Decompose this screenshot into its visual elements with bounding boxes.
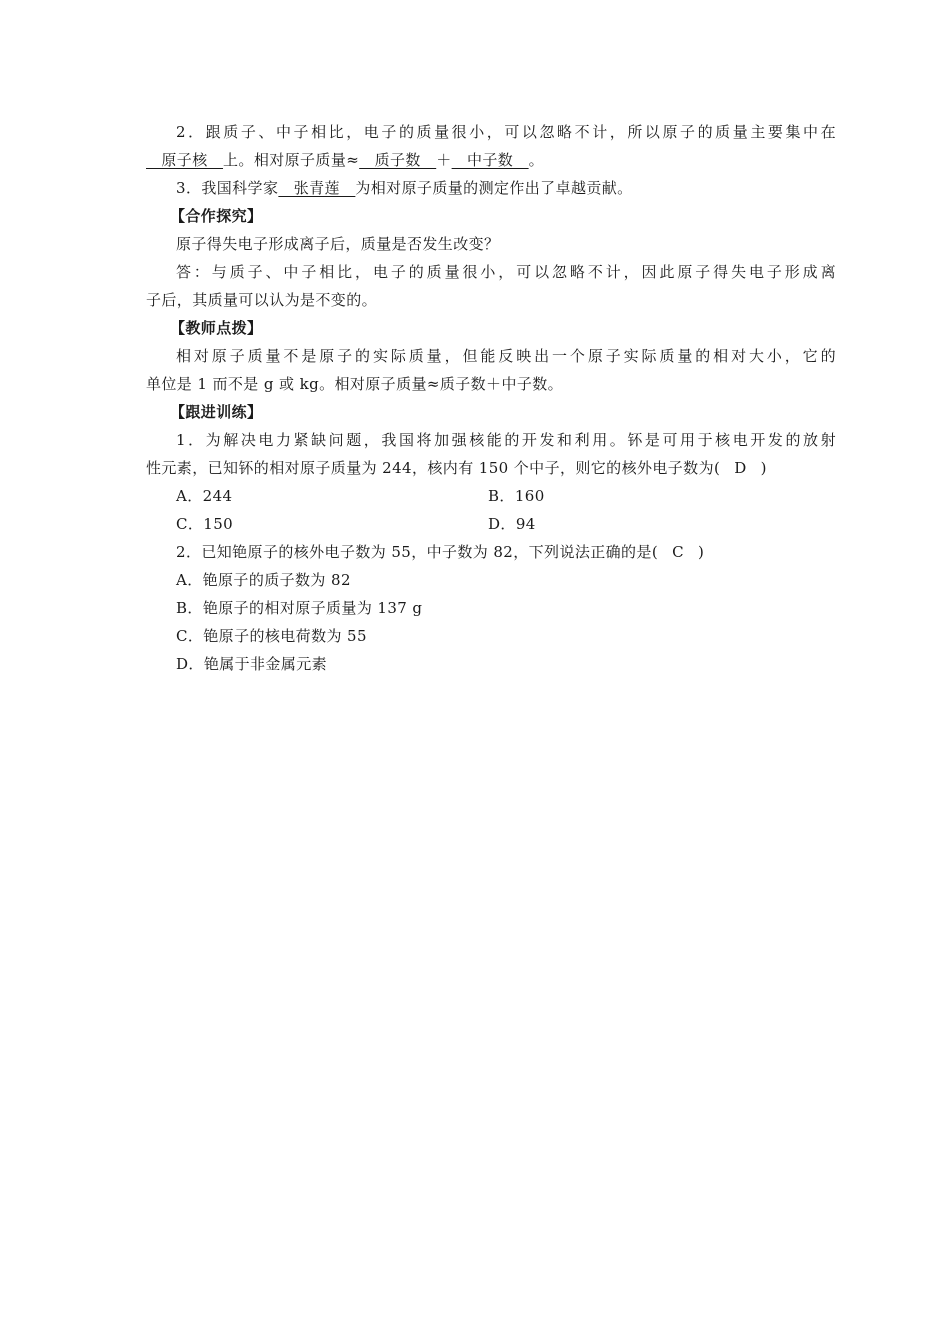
p1-stem: 性元素，已知钚的相对原子质量为 244，核内有 150 个中子，则它的核外电子数为( xyxy=(146,459,721,477)
p2-option-d: D．铯属于非金属元素 xyxy=(176,655,328,673)
blank-scientist: 张青莲 xyxy=(278,179,356,197)
plus-sign: ＋ xyxy=(436,151,452,169)
p1-option-d: D．94 xyxy=(488,515,536,533)
p1-line2 xyxy=(146,454,806,482)
blank-neutrons: 中子数 xyxy=(451,151,529,169)
teacher-line2: 单位是 1 而不是 g 或 kg。相对原子质量≈质子数＋中子数。 xyxy=(146,375,564,393)
p2-stem: 2．已知铯原子的核外电子数为 55，中子数为 82，下列说法正确的是( xyxy=(176,543,659,561)
p1-options-row1 xyxy=(176,482,836,510)
blank-protons: 质子数 xyxy=(359,151,437,169)
p1-answer: D xyxy=(734,459,747,477)
q2-line1: 2．跟质子、中子相比，电子的质量很小，可以忽略不计，所以原子的质量主要集中在 xyxy=(176,123,836,141)
q3-line xyxy=(176,174,836,202)
p2-option-b: B．铯原子的相对原子质量为 137 g xyxy=(176,599,423,617)
blank-nucleus: 原子核 xyxy=(146,151,224,169)
p2-close-paren: ) xyxy=(698,543,705,561)
cooperate-question: 原子得失电子形成离子后，质量是否发生改变？ xyxy=(176,235,500,253)
q2-text-mid: 上。相对原子质量≈ xyxy=(223,151,360,169)
p1-option-b: B．160 xyxy=(488,487,545,505)
q3-prefix: 3．我国科学家 xyxy=(176,179,279,197)
cooperate-answer-line1: 答：与质子、中子相比，电子的质量很小，可以忽略不计，因此原子得失电子形成离 xyxy=(176,263,836,281)
q2-line2 xyxy=(146,146,806,174)
teacher-line1: 相对原子质量不是原子的实际质量，但能反映出一个原子实际质量的相对大小，它的 xyxy=(176,347,836,365)
cooperate-heading: 【合作探究】 xyxy=(170,207,263,225)
cooperate-answer-line2: 子后，其质量可以认为是不变的。 xyxy=(146,291,378,309)
p2-stem-line xyxy=(176,538,836,566)
p2-option-a: A．铯原子的质子数为 82 xyxy=(176,571,351,589)
p1-line1: 1．为解决电力紧缺问题，我国将加强核能的开发和利用。钚是可用于核电开发的放射 xyxy=(176,431,836,449)
practice-heading: 【跟进训练】 xyxy=(170,403,263,421)
p1-option-a: A．244 xyxy=(176,487,233,505)
p1-option-c: C．150 xyxy=(176,515,234,533)
p1-options-row2 xyxy=(176,510,836,538)
p2-answer: C xyxy=(672,543,684,561)
q3-suffix: 为相对原子质量的测定作出了卓越贡献。 xyxy=(355,179,633,197)
teacher-heading: 【教师点拨】 xyxy=(170,319,263,337)
q2-end: 。 xyxy=(528,151,545,169)
p1-close-paren: ) xyxy=(760,459,767,477)
p2-option-c: C．铯原子的核电荷数为 55 xyxy=(176,627,367,645)
